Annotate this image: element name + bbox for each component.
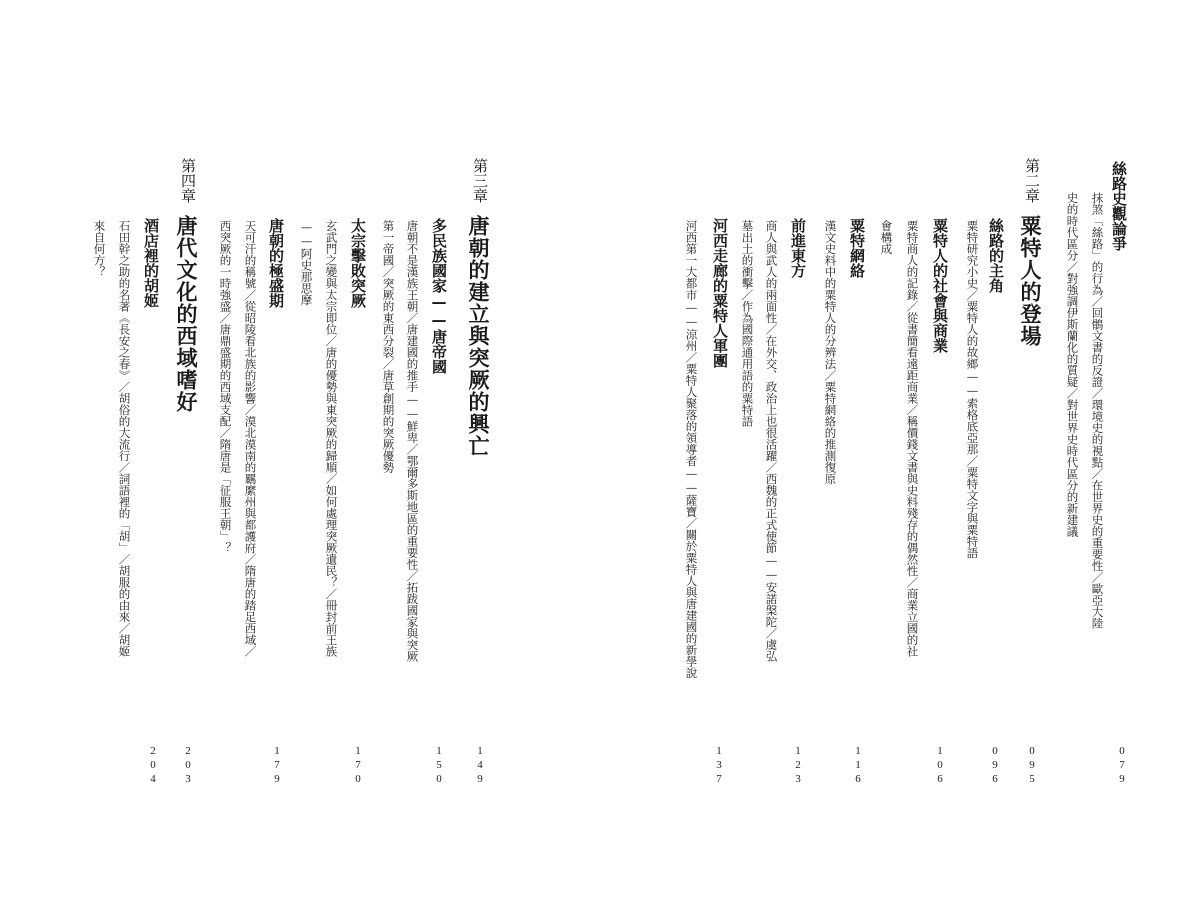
section-desc-line: 粟特研究小史／粟特人的故鄉——索格底亞那／粟特文字與粟特語 [965, 220, 980, 559]
page-number: 204 [147, 745, 159, 787]
section-title: 唐朝的極盛期 [267, 218, 285, 308]
section-desc-line: 抹煞「絲路」的行為／回鶻文書的反證／環境史的視點／在世界史的重要性／歐亞大陸 [1090, 192, 1105, 629]
section-title: 絲路的主角 [987, 218, 1005, 293]
section-title: 河西走廊的粟特人軍團 [711, 218, 729, 368]
page-number: 095 [1026, 745, 1038, 787]
page-number: 137 [713, 745, 725, 787]
section-desc-line: 史的時代區分／對強調伊斯蘭化的質疑／對世界史時代區分的新建議 [1065, 192, 1080, 537]
section-desc-line: 來自何方？ [92, 220, 107, 278]
chapter-title: 唐朝的建立與突厥的興亡 [466, 215, 490, 457]
chapter-label: 第二章 [1023, 158, 1039, 203]
page-number: 096 [989, 745, 1001, 787]
section-desc-line: 西突厥的一時強盛／唐鼎盛期的西域支配／隋唐是「征服王朝」？ [218, 220, 233, 554]
section-desc-line: 石田幹之助的名著《長安之春》／胡俗的大流行／詞語裡的「胡」／胡服的由來／胡姬 [117, 220, 132, 657]
chapter-title: 唐代文化的西域嗜好 [174, 215, 198, 413]
section-desc-line: ——阿史那思摩 [299, 220, 314, 306]
chapter-label: 第三章 [471, 158, 487, 203]
chapter-label: 第四章 [179, 158, 195, 203]
page-number: 170 [352, 745, 364, 787]
section-desc-line: 河西第一大都市——涼州／粟特人聚落的領導者——薩寶／關於粟特人與唐建國的新學說 [684, 220, 699, 679]
page-number: 106 [934, 745, 946, 787]
page-number: 123 [792, 745, 804, 787]
page-number: 079 [1116, 745, 1128, 787]
page-number: 150 [433, 745, 445, 787]
section-desc-line: 玄武門之變與太宗即位／唐的優勢與東突厥的歸順／如何處理突厥遺民？／冊封前王族 [324, 220, 339, 657]
section-title: 多民族國家——唐帝國 [430, 218, 448, 374]
section-desc-line: 第一帝國／突厥的東西分裂／唐草創期的突厥優勢 [381, 220, 396, 473]
section-desc-line: 墓出土的衝擊／作為國際通用語的粟特語 [740, 220, 755, 427]
section-desc-line: 唐朝不是漢族王朝／唐建國的推手——鮮卑／鄂爾多斯地區的重要性／拓跋國家與突厥 [405, 220, 420, 662]
page-number: 179 [271, 745, 283, 787]
section-desc-line: 會構成 [879, 220, 894, 255]
section-title: 酒店裡的胡姬 [142, 218, 160, 308]
section-title: 絲路史觀論爭 [1110, 161, 1128, 251]
section-desc-line: 漢文史料中的粟特人的分辨法／粟特網絡的推測復原 [823, 220, 838, 485]
section-title: 粟特人的社會與商業 [931, 218, 949, 353]
page-number: 149 [474, 745, 486, 787]
section-desc-line: 粟特商人的記錄／從書簡看遠距商業／稱價錢文書與史料殘存的偶然性／商業立國的社 [905, 220, 920, 657]
page-number: 116 [852, 745, 864, 787]
page-number: 203 [182, 745, 194, 787]
section-desc-line: 天可汗的稱號／從昭陵看北族的影響／漠北漠南的羈縻州與都護府／隋唐的踏足西域／ [243, 220, 258, 657]
section-title: 前進東方 [789, 218, 807, 278]
section-title: 太宗擊敗突厥 [349, 218, 367, 308]
section-title: 粟特網絡 [848, 218, 866, 278]
chapter-title: 粟特人的登場 [1018, 215, 1042, 347]
section-desc-line: 商人與武人的兩面性／在外交、政治上也很活躍／西魏的正式使節——安諾槃陀／虞弘 [764, 220, 779, 662]
